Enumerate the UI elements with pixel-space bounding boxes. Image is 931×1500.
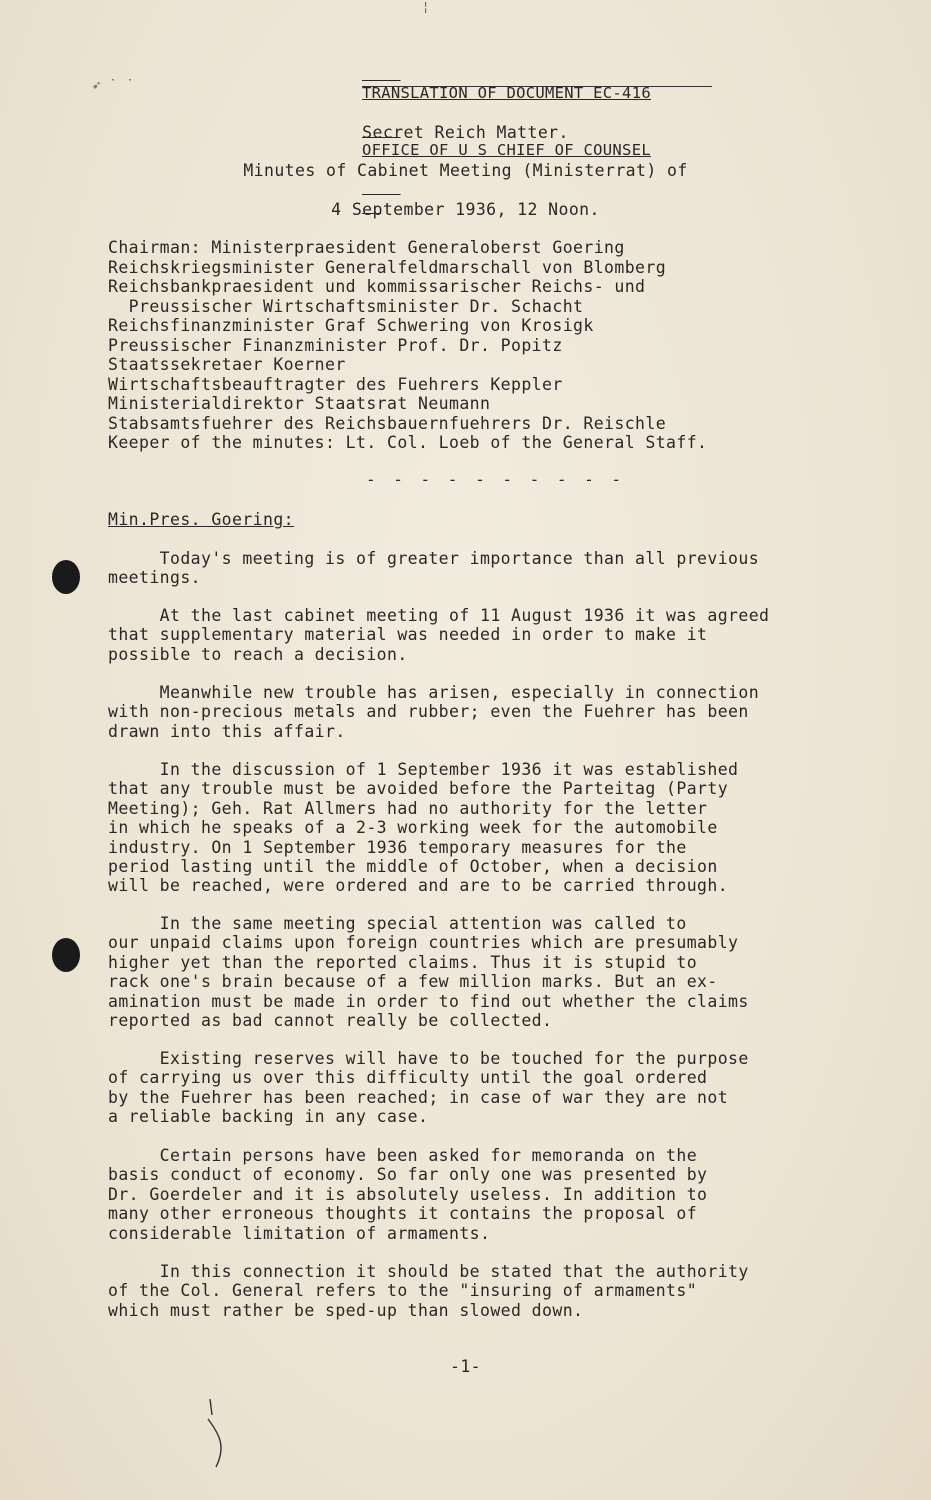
paragraph: In the same meeting special attention was called to our unpaid claims upon foreign countries which are presumably higher yet than the reported claims. Thus it is stupid to rack one's brain because of a few million marks. But an ex- amination must be made in order to find out whether the claims reported as bad cannot really be collected. (108, 914, 749, 1031)
separator-dashes: - - - - - - - - - - (366, 470, 626, 489)
paragraph: Certain persons have been asked for memoranda on the basis conduct of economy. So far only one was presented by Dr. Goerdeler and it is absolutely useless. In addition to many other erroneous thoughts it contains the proposal of considerable limitation of armaments. (108, 1146, 708, 1243)
meeting-subject: Minutes of Cabinet Meeting (Ministerrat) of (243, 161, 688, 180)
staple-mark-icon: ¦ (422, 0, 430, 14)
attendee-line: Reichsfinanzminister Graf Schwering von Krosigk (108, 316, 594, 335)
attendee-line: Wirtschaftsbeauftragter des Fuehrers Keppler (108, 374, 563, 394)
header-line-1: TRANSLATION OF DOCUMENT EC-416 (362, 84, 651, 102)
paragraph: Today's meeting is of greater importance than all previous meetings. (108, 549, 760, 588)
speaker-heading: Min.Pres. Goering: (108, 510, 295, 529)
attendee-line: Preussischer Finanzminister Prof. Dr. Popitz (108, 335, 563, 355)
punch-hole-icon (52, 560, 80, 594)
paragraph: In the discussion of 1 September 1936 it was established that any trouble must be avoided before the Parteitag (Party Meeting); Geh. Rat Allmers had no authority for the letter in which he speaks of a 2-3 working week for the automobile industry. On 1 September 1936 temporary measures for the period lasting until the middle of October, when a decision will be reached, were ordered and are to be carried through. (108, 760, 739, 896)
paragraph: Meanwhile new trouble has arisen, especially in connection with non-precious metals and rubber; even the Fuehrer has been drawn into this affair. (108, 683, 760, 741)
attendee-line: Reichsbankpraesident und kommissarischer Reichs- und (108, 277, 646, 296)
punch-hole-icon (52, 938, 80, 972)
margin-scribble-icon: ➶ ˙ ˙ (92, 78, 135, 94)
paragraph: Existing reserves will have to be touched for the purpose of carrying us over this difficulty until the goal ordered by the Fuehrer has been reached; in case of war they are not a reliable backing in any case. (108, 1049, 749, 1127)
header-line-2: OFFICE OF U S CHIEF OF COUNSEL (362, 141, 651, 159)
paragraph: In this connection it should be stated that the authority of the Col. General refers to the "insuring of armaments" which must rather be sped-up than slowed down. (108, 1262, 749, 1320)
attendee-line: Staatssekretaer Koerner (108, 355, 346, 374)
paragraph: At the last cabinet meeting of 11 August 1936 it was agreed that supplementary material was needed in order to make it possible to reach a decision. (108, 606, 770, 664)
header-rule (362, 86, 712, 87)
meeting-date: 4 September 1936, 12 Noon. (331, 200, 600, 219)
classification-label: Secret Reich Matter. (362, 123, 569, 142)
page-number: -1- (449, 1357, 481, 1376)
attendee-line: Preussischer Wirtschaftsminister Dr. Schacht (108, 296, 584, 316)
attendee-line: Chairman: Ministerpraesident Generaloberst Goering (108, 238, 625, 257)
attendee-line: Stabsamtsfuehrer des Reichsbauernfuehrers Dr. Reischle (108, 413, 667, 433)
attendee-line: Reichskriegsminister Generalfeldmarschall von Blomberg (108, 257, 667, 277)
attendee-line: Keeper of the minutes: Lt. Col. Loeb of the General Staff. (108, 433, 708, 452)
attendee-line: Ministerialdirektor Staatsrat Neumann (108, 394, 491, 413)
margin-pencil-mark-icon (196, 1395, 236, 1475)
